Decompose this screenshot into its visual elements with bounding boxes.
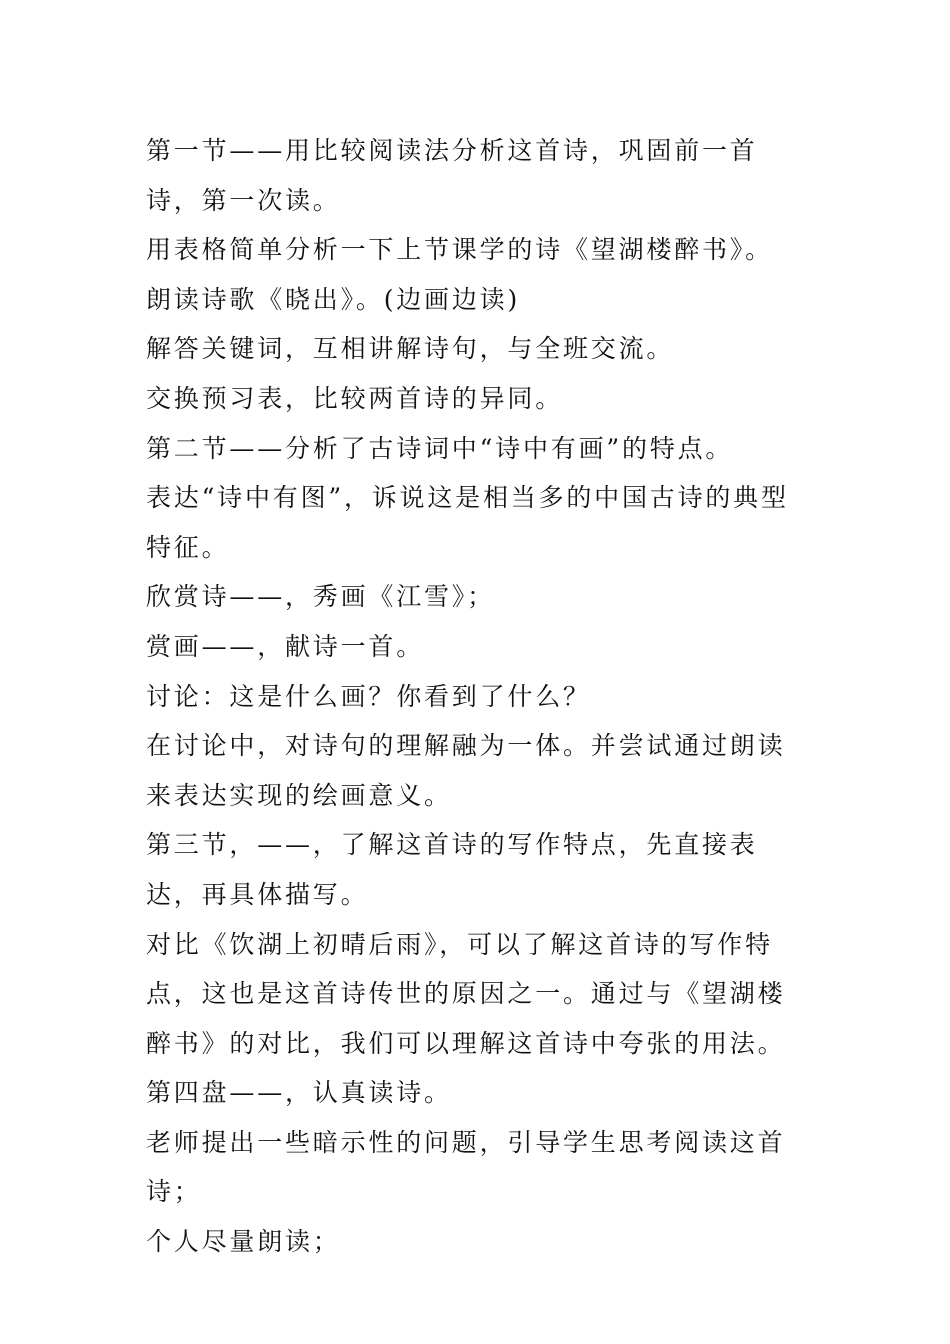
paragraph-3: 朗读诗歌《晓出》。(边画边读) <box>146 284 521 314</box>
paragraph-7: 表达“诗中有图”，诉说这是相当多的中国古诗的典型特征。 <box>146 483 789 562</box>
paragraph-6: 第二节——分析了古诗词中“诗中有画”的特点。 <box>146 433 734 463</box>
paragraph-12: 第三节，——，了解这首诗的写作特点，先直接表达，再具体描写。 <box>146 830 758 909</box>
paragraph-13: 对比《饮湖上初晴后雨》，可以了解这首诗的写作特点，这也是这首诗传世的原因之一。通过与《望湖楼醉书》的对比，我们可以理解这首诗中夸张的用法。 <box>146 929 786 1058</box>
paragraph-10: 讨论：这是什么画？你看到了什么？ <box>146 681 591 711</box>
paragraph-5: 交换预习表，比较两首诗的异同。 <box>146 383 564 413</box>
paragraph-9: 赏画——，献诗一首。 <box>146 631 425 661</box>
document-page <box>146 126 808 1267</box>
paragraph-2: 用表格简单分析一下上节课学的诗《望湖楼醉书》。 <box>146 235 773 265</box>
paragraph-1: 第一节——用比较阅读法分析这首诗，巩固前一首诗，第一次读。 <box>146 136 758 215</box>
paragraph-11: 在讨论中，对诗句的理解融为一体。并尝试通过朗读来表达实现的绘画意义。 <box>146 731 786 810</box>
paragraph-15: 老师提出一些暗示性的问题，引导学生思考阅读这首诗； <box>146 1127 786 1207</box>
paragraph-8: 欣赏诗——，秀画《江雪》； <box>146 582 495 612</box>
paragraph-4: 解答关键词，互相讲解诗句，与全班交流。 <box>146 334 675 364</box>
paragraph-14: 第四盘——，认真读诗。 <box>146 1078 452 1108</box>
paragraph-16: 个人尽量朗读； <box>146 1227 341 1257</box>
